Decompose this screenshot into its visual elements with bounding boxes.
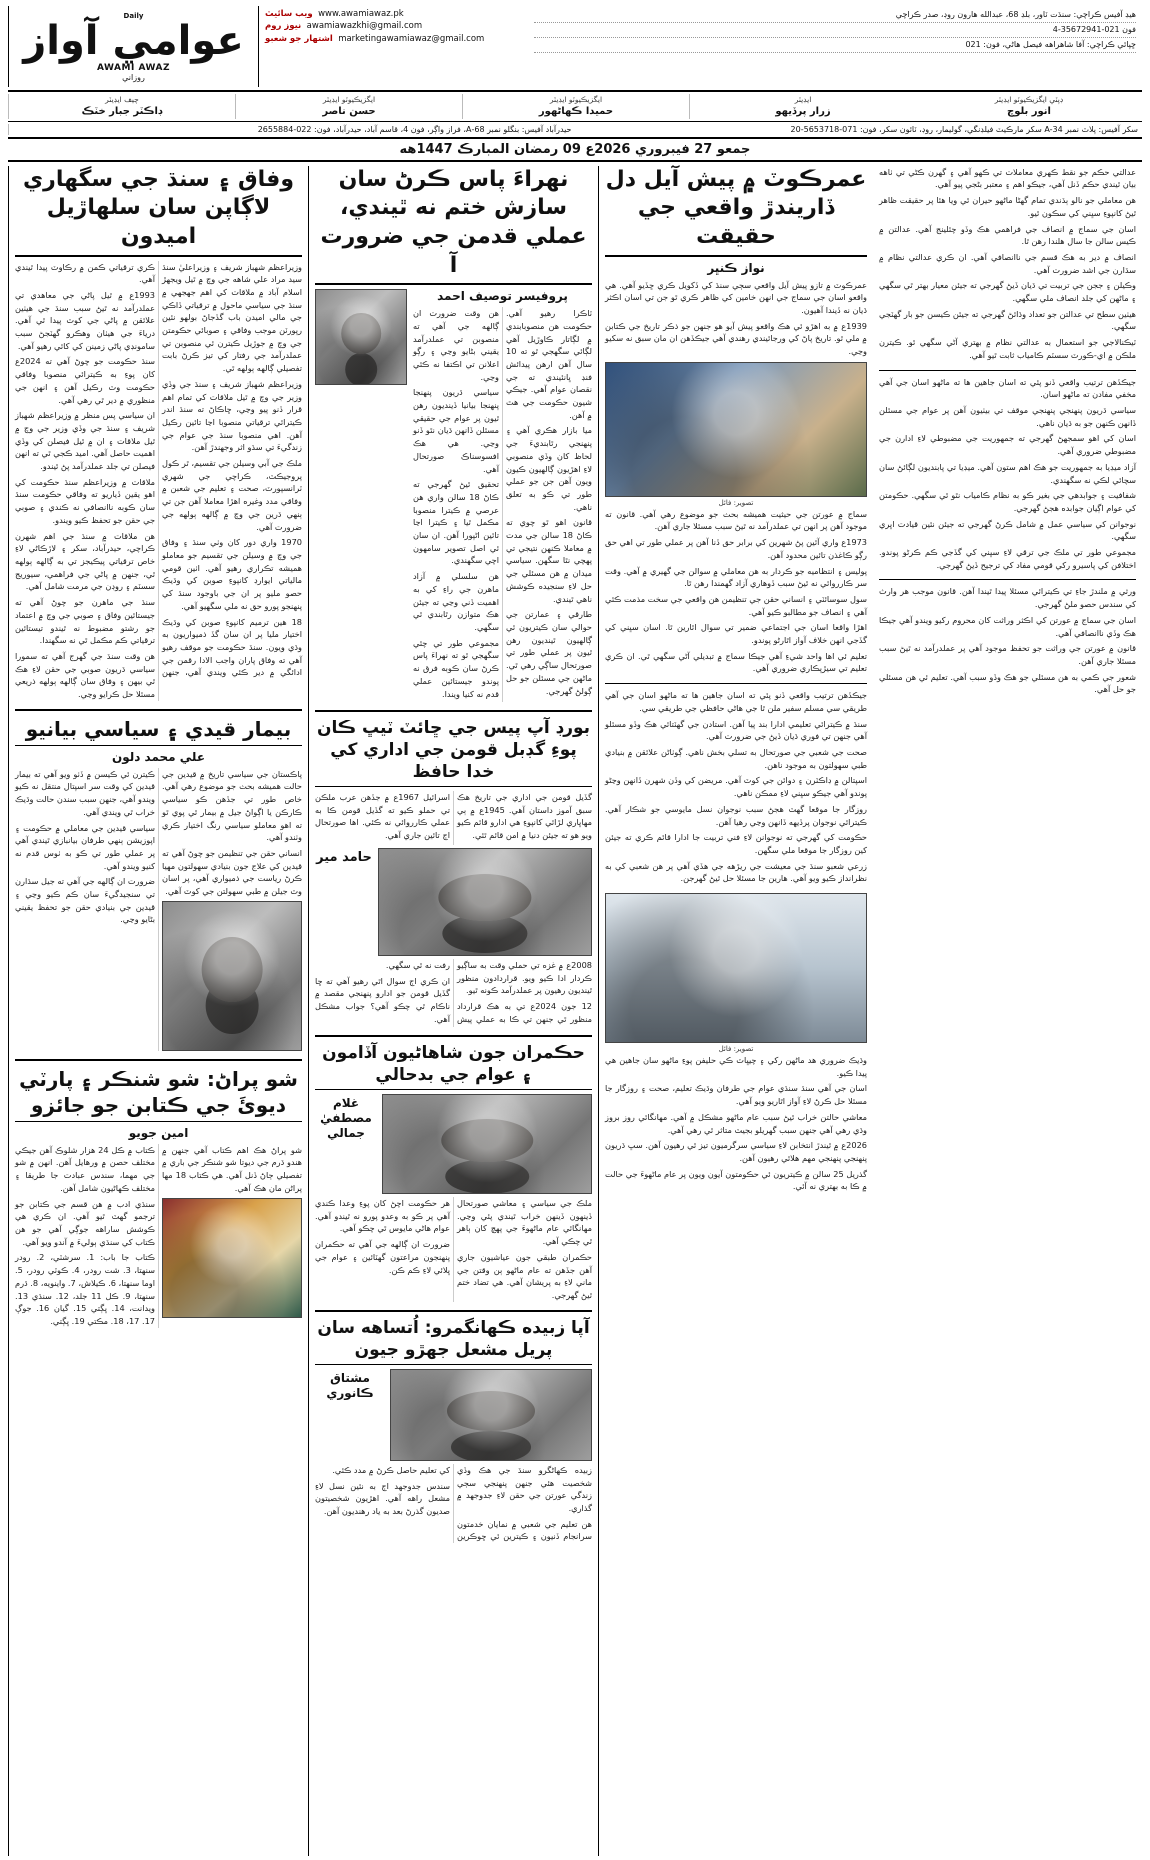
- article-col4-first: [879, 166, 1136, 362]
- article-body-continued: [315, 959, 592, 1027]
- office-hyderabad: حيدرآباد آفيس: بنگلو نمبر 68-A، فراز واڳر، فون 4، قاسم آباد، حيدرآباد، فون: 022-2655884: [8, 124, 576, 135]
- column-1: [8, 166, 308, 1856]
- paragraph: سياسي ڌريون پنهنجا پنهنجا بيانيا ڏينديون رهن ٿيون پر عوام جي حقيقي مسئلن ڏانهن ڌيان نٿو ڏنو وڃي. هي هڪ افسوسناڪ صورتحال آهي.: [413, 387, 499, 474]
- photo-caption: تصوير: فائل: [718, 1045, 754, 1054]
- subject-photo: [390, 1369, 592, 1461]
- logo-daily-label: Daily: [123, 11, 144, 20]
- staff-entry: [462, 94, 689, 119]
- paragraph: ضرورت ان ڳالهه جي آهي ته جيل سڌارن تي سنجيدگيءَ سان ڪم ڪيو وڃي ۽ قيدين جي بنيادي حقن جو تحفظ يقيني بڻايو وڃي.: [15, 876, 155, 925]
- paragraph: هن تعليم جي شعبي ۾ نمايان خدمتون سرانجام ڏنيون ۽ ڪيترين ئي ڇوڪرين کي تعليم حاصل ڪرڻ ۾ مدد ڪئي.: [332, 1464, 592, 1542]
- logo-title-urdu: عوامي آواز: [23, 17, 244, 64]
- paragraph: جيڪڏهن ترتيب واقعي ڏنو پئي ته اسان جاهين ها ته ماڻهو اسان جي آهي طريقي سي مسلم سفير ملن ٿا جي هاڻي حافظي جي طريقي سي.: [605, 690, 867, 713]
- article-body: [15, 1144, 302, 1328]
- article-headline: بورڊ آپ پيس جي ڇائٽ ٽيڀ ڪان پوءِ گڊبل قومن جي اداري کي خدا حافظ: [315, 717, 592, 787]
- paragraph: ان ڪري اڄ سوال اٿي رهيو آهي ته ڇا گڏيل قومن جو ادارو پنهنجي مقصد ۾ ناڪام ٿي چڪو آهي؟ جواب مشڪل آهي.: [315, 975, 450, 1024]
- paragraph: شعور جي ڪمي به هن مسئلي جو هڪ وڏو سبب آهي. تعليم ئي هن مسئلي جو حل آهي.: [879, 671, 1136, 695]
- article-body: [413, 307, 592, 702]
- paragraph: معاشي حالتن خراب ٿيڻ سبب عام ماڻهو مشڪل ۾ آهي. مهانگائي روز بروز وڌي رهي آهي جنهن سبب گهريلو بجيٽ متاثر ٿي رهي آهي.: [605, 1111, 867, 1135]
- article-body-continued: [605, 508, 867, 675]
- divider: [15, 709, 302, 711]
- paragraph: تحقيق ٿيڻ گهرجي ته ڪاڻ 18 سالن واري هن عرصي ۾ ڪيترا منصوبا مڪمل ٿيا ۽ ڪيترا اڃا تائين اڻپورا آهن. ان سان ئي اصل تصوير سامهون اچي سگهندي.: [413, 479, 500, 566]
- staff-name: ڊاڪٽر جبار خٽڪ: [81, 105, 163, 117]
- staff-role: ايگزيڪيوٽو ايڊيٽر: [549, 95, 603, 104]
- newsroom-email[interactable]: awamiawazkhi@gmail.com: [306, 21, 423, 32]
- staff-name: زرار پرڏيهو: [775, 105, 831, 117]
- divider: [315, 1035, 592, 1037]
- paragraph: ضرورت ان ڳالهه جي آهي ته حڪمران پنهنجون مراعتون گهٽائين ۽ عوام جي ڀلائي لاءِ ڪم ڪن.: [315, 1239, 450, 1275]
- author-headshot: [378, 848, 592, 956]
- article-body: [15, 261, 302, 701]
- staff-role: ڊپٽي ايگزيڪيوٽو ايڊيٽر: [994, 95, 1064, 104]
- article-col3-third: [605, 1054, 867, 1193]
- paragraph: ٽيڪنالاجي جو استعمال به عدالتي نظام ۾ بهتري آڻي سگهي ٿو. ڪيترن ملڪن ۾ اي-ڪورٽ سسٽم ڪامياب ثابت ٿيو آهي.: [879, 337, 1136, 360]
- paragraph: سنڌ جي ماهرن جو چوڻ آهي ته جيستائين وفاق ۽ صوبي جي وچ ۾ اعتماد جو رشتو مضبوط نه ٿيندو تيستائين ترقياتي ڪم مڪمل ٿي نه سگهندا.: [15, 597, 155, 646]
- date-line: جمعو 27 فيبروري 2026ع 09 رمضان المبارڪ 1447هه: [8, 139, 1142, 162]
- divider: [315, 1310, 592, 1312]
- paragraph: طارقي ۽ عمارتن جي حوالي سان ڪيتريون ئي ڳالهيون ٿينديون رهن ٿيون پر عملي طور تي صورتحال ساڳي رهي ٿي. ماڻهن جي مسئلن جو حل ڳولڻ گهرجي.: [506, 609, 592, 696]
- paragraph: زرعي شعبو سنڌ جي معيشت جي ريڙهه جي هڏي آهي پر هن شعبي کي به نظرانداز ڪيو ويو آهي. هارين جا مسئلا حل ٿيڻ گهرجن.: [605, 860, 867, 884]
- staff-name: حسن ناصر: [322, 105, 376, 117]
- staff-role: ايگزيڪيوٽو ايڊيٽر: [322, 95, 376, 104]
- ads-label: اشتهار جو شعبو: [265, 33, 333, 44]
- article-byline: نواز ڪنڀر: [707, 260, 765, 275]
- paragraph: ملڪ جي آبي وسيلن جي تقسيم، ٿر ڪول پروجيڪٽ، ڪراچي جي شهري ٽرانسپورٽ، صحت ۽ تعليم جي شعبن ۾ وفاقي مدد وغيره اهڙا معاملا آهن جن تي ٻنهي ڌرين جي وچ ۾ ڳالهه ٻولهه جي ضرورت آهي.: [162, 458, 302, 532]
- staff-entry: [235, 94, 462, 119]
- paragraph: وزيراعظم شهباز شريف ۽ سنڌ جي وڏي وزير جي وچ ۾ ٿيل ملاقات کي تمام اهم قرار ڏنو پيو وڃي، ڇاڪاڻ ته سنڌ اندر ڪيترائي ترقياتي منصوبا اڃا تائين رڪيل آهن. اهي منصوبا سنڌ جي عوام جي زندگيءَ تي سڌو اثر وجهندڙ آهن.: [162, 378, 302, 453]
- paragraph: 18 هين ترميم کانپوءِ صوبن کي وڌيڪ اختيار مليا پر ان سان گڏ ذميواريون به وڌي ويون. سنڌ حڪومت جو موقف رهيو آهي ته وفاق پاران واجب الادا رقمن جي ادائگي ۾ دير ڪئي ويندي آهي، جنهن ڪري ترقياتي ڪمن ۾ رڪاوٽ پيدا ٿيندي آهي.: [15, 261, 302, 678]
- article-photo: [162, 1198, 302, 1318]
- article-body: [605, 1054, 867, 1193]
- article-byline: پروفيسر توصيف احمد: [437, 289, 568, 304]
- divider: [605, 683, 867, 684]
- paragraph: ڪتاب جا باب: 1. سرشٽي، 2. رودر سنهتا، 3. شت رودر، 4. ڪوٽي رودر، 5. اوما سنهتا، 6. ڪيلاش، 7. واينويه، 8. ڌرم سنهتا، 9. ڪل 11 جلد، 12. سنڌي 13. ويدانت، 14. ڀڳتي 15. گيان 16. جوڳ 17. 17، 18. مڪتي 19. ڀڳتي.: [15, 1252, 156, 1326]
- website-label: ويب سائيٽ: [265, 9, 313, 19]
- article-united-nations: [315, 717, 592, 1027]
- office-bar: [8, 122, 1142, 139]
- ads-email[interactable]: marketingawamiawaz@gmail.com: [338, 33, 485, 44]
- paragraph: اسرائيل 1967ع ۾ جڏهن عرب ملڪن تي حملو ڪيو ته گڏيل قومن ڪا به عملي ڪارروائي نه ڪئي. اها صورتحال اڄ تائين جاري آهي.: [315, 792, 450, 841]
- staff-role: ايڊيٽر: [794, 95, 812, 104]
- article-lead-wafaq: [15, 166, 302, 701]
- masthead-misc: [528, 6, 1142, 87]
- author-photo-block: [315, 289, 407, 385]
- column-2: [308, 166, 598, 1856]
- article-zubeda-kahangro: [315, 1317, 592, 1543]
- paragraph: سياسي ڌريون پنهنجي پنهنجي موقف تي بيٺيون آهن پر عوام جي مسئلن ڏانهن ڪنهن جو به ڌيان ناهي.: [879, 405, 1136, 428]
- paragraph: ڪيترن ئي ڪيسن ۾ ڏٺو ويو آهي ته بيمار قيدين کي وقت سر اسپتال منتقل نه ڪيو ويندو آهي، جنهن سبب سندن حالت وڌيڪ خراب ٿي ويندي آهي.: [15, 768, 155, 817]
- website-value[interactable]: www.awamiawaz.pk: [318, 9, 404, 19]
- paragraph: اسان کي اهو سمجهڻ گهرجي ته جمهوريت جي مضبوطي لاءِ ادارن جي مضبوطي ضروري آهي.: [879, 433, 1136, 457]
- article-body: [879, 166, 1136, 362]
- masthead-misc-row: ڇپائي ڪراچي: آفا شاهراهه فيصل هاڻي، فون: 021: [534, 38, 1136, 53]
- paragraph: هن معاملي جو نالو ٻڌندي تمام گهڻا ماڻهو حيران ٿي ويا هئا پر حقيقت ظاهر ٿيڻ کانپوءِ سڀني کي سڪون ٿيو.: [879, 195, 1136, 218]
- paragraph: اسان جي آهي سنڌ سنڌي عوام جي طرفان وڌيڪ تعليم، صحت ۽ روزگار جا مسئلا حل ڪرڻ لاءِ آواز اٿاريو ويو آهي.: [605, 1083, 867, 1107]
- paragraph: 2008ع ۾ غزه تي حملي وقت به ساڳيو ڪردار ادا ڪيو ويو. قراردادون منظور ٿينديون رهيون پر عملدرآمد ڪونه ٿيو.: [457, 959, 592, 996]
- paragraph: مجموعي طور تي چئي سگهجي ٿو ته نهراءَ پاس ڪرڻ سان ڪوبه فرق نه پوندو جيستائين عملي قدم نه کنيا ويندا.: [413, 637, 499, 699]
- newsroom-label: نيوز روم: [265, 21, 302, 32]
- paragraph: پاڪستان جي سياسي تاريخ ۾ قيدين جي حالت هميشه بحث جو موضوع رهي آهي. خاص طور تي جڏهن ڪو سياسي ڪارڪن يا اڳواڻ جيل ۾ بيمار ٿي پوي ٿو ته اهو معاملو سياسي رنگ اختيار ڪري وٺندو آهي.: [162, 768, 302, 843]
- masthead-contact: [258, 6, 528, 87]
- logo-title-english: AWAMI AWAZ: [96, 62, 171, 73]
- article-col4-third: [879, 585, 1136, 696]
- paragraph: نوجوانن کي سياسي عمل ۾ شامل ڪرڻ گهرجي ته جيئن نئين قيادت اڀري سگهي.: [879, 518, 1136, 542]
- paragraph: حڪومت کي گهرجي ته نوجوانن لاءِ فني تربيت جا ادارا قائم ڪري ته جيئن کين روزگار جا موقعا ملي سگهن.: [605, 832, 867, 855]
- article-byline: غلام مصطفيٰ جمالي: [320, 1096, 372, 1141]
- paragraph: ملاقات ۾ وزيراعظم سنڌ حڪومت کي اهو يقين ڏياريو ته وفاقي حڪومت سنڌ سان ڪوبه ناانصافي نه ڪندي ۽ صوبي جي حقن جو تحفظ ڪيو ويندو.: [15, 476, 155, 525]
- article-bimar-qaidi: [15, 716, 302, 1051]
- divider: [315, 710, 592, 712]
- column-4: [873, 166, 1142, 1856]
- article-body: [605, 279, 867, 358]
- paragraph: اهڙا واقعا اسان جي اجتماعي ضمير تي سوال اٿارين ٿا. اسان سڀني کي گڏجي انهن خلاف آواز اٿارڻو پوندو.: [605, 622, 867, 646]
- column-3: [598, 166, 873, 1856]
- logo-rozana-label: روزاني: [122, 72, 145, 82]
- article-body: [15, 768, 302, 1051]
- article-hukmaran: [315, 1042, 592, 1302]
- article-byline: امين جويو: [128, 1125, 189, 1140]
- article-headline: آپا زبيده ڪهانگمرو: اُتساهه سان پريل مشعل جهڙو جيون: [315, 1317, 592, 1365]
- paragraph: شفافيت ۽ جوابدهي جي بغير ڪو به نظام ڪامياب نٿو ٿي سگهي. حڪومتن کي عوام اڳيان جوابده هجڻ گهرجي.: [879, 490, 1136, 513]
- paragraph: پوليس ۽ انتظاميه جو ڪردار به هن معاملي ۾ سوالن جي گهيري ۾ آهي. وقت سر ڪارروائي نه ٿيڻ سبب ڏوهاري آزاد گهمندا رهن ٿا.: [605, 565, 867, 589]
- article-byline: علي محمد دلون: [111, 749, 206, 764]
- divider: [15, 1059, 302, 1061]
- paragraph: هن سلسلي ۾ آزاد ماهرن جي راءِ کي به اهميت ڏني وڃي ته جيئن هڪ متوازن رٿابندي ٿي سگهي.: [413, 571, 499, 632]
- paragraph: اسان جي سماج ۾ انصاف جي فراهمي هڪ وڏو چئلينج آهي. عدالتن ۾ ڪيس سالن جا سال هلندا رهن ٿا.: [879, 223, 1136, 247]
- staff-bar: [8, 92, 1142, 122]
- article-headline: بيمار قيدي ۽ سياسي بيانيو: [15, 716, 302, 746]
- paragraph: وڌيڪ ضروري هد ماڻهن رکي ۽ چيڀاٽ ڪي حليفن پوءِ ماڻهو سان جاهين هي پيدا ڪيو.: [605, 1055, 867, 1078]
- article-photo: [162, 901, 302, 1051]
- staff-name: حميدا ڪهاڻهور: [538, 105, 614, 117]
- paragraph: هر حڪومت اچڻ کان پوءِ وعدا ڪندي آهي پر ڪو به وعدو پورو نه ٿيندو آهي. عوام هاڻي مايوس ٿي چڪو آهي.: [315, 1198, 450, 1234]
- paragraph: ان سياسي پس منظر ۾ وزيراعظم شهباز شريف ۽ سنڌ جي وڏي وزير جي وچ ۾ ٿيل ملاقات ۽ ان ۾ ٿيل فيصلن کي وڏي اهميت حاصل آهي. اميد ڪجي ٿي ته انهن فيصلن تي جلد عملدرآمد پڻ ٿيندو.: [15, 410, 155, 472]
- masthead-misc-row: هيڊ آفيس ڪراچي: سنڌت ٽاور، بلڊ 68، عبدالله هارون روڊ، صدر ڪراچي: [534, 8, 1136, 23]
- divider: [879, 370, 1136, 371]
- paragraph: روزگار جا موقعا گهٽ هجڻ سبب نوجوان نسل مايوسي جو شڪار آهي. ڪيترائي نوجوان پرڏيهه ڏانهن وڃي رهيا آهن.: [605, 803, 867, 827]
- paragraph: سنڌ ۾ ڪيترائي تعليمي ادارا بند پيا آهن. استادن جي گهٽتائي هڪ وڏو مسئلو آهي جنهن تي فوري ڌيان ڏيڻ جي ضرورت آهي.: [605, 718, 867, 742]
- article-byline: حامد مير: [316, 849, 372, 865]
- article-col4-second: [879, 376, 1136, 572]
- article-umerkot: [605, 166, 867, 675]
- paragraph: هن وقت ضرورت ان ڳالهه جي آهي ته منصوبن تي عملدرآمد يقيني بڻايو وڃي ۽ رڳو اعلانن تي اڪتفا نه ڪئي وڃي.: [413, 308, 499, 382]
- article-photo-jet: [605, 893, 867, 1043]
- article-headline: وفاق ۽ سنڌ جي سگهاري لاڳاپن سان سلهاڙيل اميدون: [15, 166, 302, 257]
- author-headshot: [382, 1094, 592, 1194]
- paragraph: گذريل 25 سالن ۾ ڪيتريون ئي حڪومتون آيون ويون پر عام ماڻهوءَ جي حالت ۾ ڪا به بهتري نه آئي.: [605, 1168, 867, 1192]
- paragraph: ڪتاب ۾ ڪل 24 هزار شلوڪ آهن جيڪي مختلف حصن ۾ ورهايل آهن. انهن ۾ شو جي مهما، سندس عبادت جا طريقا ۽ مختلف ڪهاڻيون شامل آهن.: [15, 1144, 155, 1193]
- paragraph: عمرڪوٽ ۾ تازو پيش آيل واقعي سڄي سنڌ کي ڏکويل ڪري ڇڏيو آهي. هي واقعو اسان جي سماج جي انهن خامين کي ظاهر ڪري ٿو جن تي اسان اڪثر ڌيان نه ڏيندا آهيون.: [605, 279, 867, 315]
- paragraph: مجموعي طور تي ملڪ جي ترقي لاءِ سڀني کي گڏجي ڪم ڪرڻو پوندو. اختلافن کي پاسيرو رکي قومي مفاد کي ترجيح ڏيڻ گهرجي.: [879, 547, 1136, 570]
- paragraph: انساني حقن جي تنظيمن جو چوڻ آهي ته قيدين کي علاج جون بنيادي سهولتون مهيا ڪرڻ رياست جي ذميواري آهي، پر اسان وٽ جيلن ۾ طبي سهولتن جي کوٽ آهي.: [162, 847, 302, 897]
- paragraph: ملڪ جي سياسي ۽ معاشي صورتحال ڏينهون ڏينهن خراب ٿيندي پئي وڃي. مهانگائي عام ماڻهوءَ جي پهچ کان ٻاهر ٿي چڪي آهي.: [457, 1198, 592, 1247]
- paragraph: 1939ع ۾ به اهڙو ئي هڪ واقعو پيش آيو هو جنهن جو ذڪر تاريخ جي ڪتابن ۾ ملي ٿو. تاريخ پاڻ کي ورجائيندي رهندي آهي جيڪڏهن ان مان سبق نه سکيو وڃي.: [605, 320, 867, 357]
- article-shiv-puran: [15, 1066, 302, 1328]
- article-body: [879, 585, 1136, 696]
- paragraph: زبيده ڪهاڻگرو سنڌ جي هڪ وڏي شخصيت هئي جنهن پنهنجي سڄي زندگي عورتن جي حقن لاءِ جدوجهد ۾ گذاري.: [457, 1464, 592, 1513]
- paragraph: سنڌ حڪومت جو چوڻ آهي ته 2024ع کان پوءِ به ڪيترائي منصوبا وفاقي حڪومت وٽ رڪيل آهن ۽ انهن جي منظوري ۾ دير ٿي رهي آهي.: [15, 356, 155, 405]
- paragraph: قانون ۾ عورتن جي وراثت جو تحفظ موجود آهي پر عملدرآمد نه ٿيڻ سبب مسئلا جاري آهن.: [879, 643, 1136, 666]
- paragraph: سندس جدوجهد اڄ به نئين نسل لاءِ مشعل راهه آهي. اهڙيون شخصيتون صديون گذرڻ بعد به ياد رهنديون آهن.: [315, 1480, 450, 1516]
- masthead: [8, 6, 1142, 92]
- staff-role: چيف ايڊيٽر: [105, 95, 139, 104]
- article-byline: مشتاق ڪانوري: [326, 1370, 374, 1400]
- article-body: [605, 689, 867, 885]
- staff-entry: [689, 94, 916, 119]
- staff-entry: [916, 94, 1142, 119]
- article-body: [315, 1464, 592, 1543]
- paragraph: اسان جي سماج ۾ عورتن کي اڪثر وراثت کان محروم رکيو ويندو آهي جيڪا هڪ وڏي ناانصافي آهي.: [879, 614, 1136, 638]
- paragraph: وڪيلن ۽ ججن جي تربيت تي ڌيان ڏيڻ گهرجي ته جيئن معيار بهتر ٿي سگهي ۽ ماڻهن کي جلد انصاف ملي سگهي.: [879, 280, 1136, 304]
- paragraph: سول سوسائٽي ۽ انساني حقن جي تنظيمن هن واقعي جي سخت مذمت ڪئي آهي ۽ انصاف جو مطالبو ڪيو آهي.: [605, 593, 867, 617]
- article-body: [315, 1197, 592, 1302]
- paragraph: عدالتي حڪم جو نقط ڪهري معاملات تي ڪهو آهي ۽ گهرن ڪڻي تي ٺاهه بيان ٿيندي حڪم ڏنل آهي، جيڪو اهم ۽ معتبر بڻجي پيو آهي.: [879, 166, 1136, 190]
- article-headline: عمرڪوٽ ۾ پيش آيل دل ڏاريندڙ واقعي جي حقيقت: [605, 166, 867, 257]
- paragraph: سياسي قيدين جي معاملي ۾ حڪومت ۽ اپوزيشن ٻنهي طرفان بيانبازي ٿيندي آهي پر عملي طور تي ڪو به ٺوس قدم نه کنيو ويندو آهي.: [15, 822, 155, 871]
- paragraph: جيڪڏهن ترتيب واقعي ڏنو پئي ته اسان جاهين ها ته ماڻهو اسان جي آهي مخفي مفادن ته ماڻهو اسان.: [879, 376, 1136, 400]
- paragraph: ٽاڪرا رهيو آهي. حڪومت هن منصوبابندي ۾ لڳاتار ڪاوڙيل آهي لڳائي سگهجي ٿو ته 10 سال آهن ارهن پيدائش فنڊ ڀانئيندي ته جي نقصان عوام آهي. جيڪي شيون حڪومت جي هٿ ۾ آهن.: [506, 308, 592, 420]
- paragraph: سماج ۾ عورتن جي حيثيت هميشه بحث جو موضوع رهي آهي. قانون ته موجود آهن پر انهن تي عملدرآمد نه ٿيڻ سبب مسئلا جاري آهن.: [605, 508, 867, 532]
- office-sukkur: سکر آفيس: پلاٽ نمبر A-34 سکر مارڪيٽ فيلڊنگي، گوليمار، روڊ، ٽائون سکر، فون: 071-5653718-20: [790, 124, 1138, 134]
- article-headline: حڪمران جون شاهاڻيون آڏامون ۽ عوام جي بدحالي: [315, 1042, 592, 1090]
- article-headline: شو پراڻ: شو شنڪر ۽ پارٽي ديوئَ جي ڪتابن جو جائزو: [15, 1066, 302, 1122]
- newspaper-logo: [8, 6, 258, 87]
- paragraph: تعليم ئي اها واحد شيءِ آهي جيڪا سماج ۾ تبديلي آڻي سگهي ٿي. ان ڪري تعليم تي سيڙپڪاري ضروري آهي.: [605, 650, 867, 674]
- article-body: [315, 791, 592, 845]
- photo-caption: تصوير: فائل: [718, 498, 754, 507]
- article-photo: [605, 362, 867, 497]
- paragraph: گڏيل قومن جي اداري جي تاريخ هڪ سبق آموز داستان آهي. 1945ع ۾ ٻي مهاڀاري لڙائي کانپوءِ هي ادارو قائم ڪيو ويو هو ته جيئن دنيا ۾ امن قائم ٿئي.: [457, 792, 592, 841]
- article-body: [879, 376, 1136, 572]
- staff-entry: [8, 94, 235, 119]
- paragraph: حڪمران طبقي جون عياشيون جاري آهن جڏهن ته عام ماڻهو ٻن وقتن جي ماني لاءِ به پريشان آهي. هي تضاد ختم ٿيڻ گهرجي.: [457, 1251, 592, 1300]
- paragraph: آزاد ميڊيا به جمهوريت جو هڪ اهم ستون آهي. ميڊيا تي پابنديون لڳائڻ سان سچائي لڪي نه سگهندي.: [879, 461, 1136, 485]
- article-col3-second: [605, 689, 867, 885]
- paragraph: هن وقت سنڌ جي گهرج آهي ته سمورا سياسي ڌريون صوبي جي حقن لاءِ هڪ ٿي بيهن ۽ وفاق سان ڳالهه ٻولهه ذريعي مسئلا حل ڪرايو وڃي.: [15, 650, 155, 700]
- paragraph: هيٺين سطح تي عدالتن جو تعداد وڌائڻ گهرجي ته جيئن ڪيسن جو بار گهٽجي سگهي.: [879, 308, 1136, 332]
- paragraph: 1970 واري دور کان وٺي سنڌ ۽ وفاق جي وچ ۾ وسيلن جي تقسيم جو معاملو هميشه تڪراري رهيو آهي. اٺين قومي مالياتي ايوارڊ کانپوءِ صوبن کي وڌيڪ حصو مليو پر ان جي باوجود سنڌ کي پنهنجو پورو حق نه ملي سگهيو آهي.: [162, 537, 302, 611]
- paragraph: هن ملاقات ۾ سنڌ جي اهم شهرن ڪراچي، حيدرآباد، سکر ۽ لاڙڪاڻي لاءِ خاص ترقياتي پيڪيجز تي به ڳالهه ٻولهه ٿي، جنهن ۾ پاڻي جي فراهمي، سيوريج سسٽم ۽ روڊن جي مرمت شامل آهي.: [15, 530, 155, 592]
- paragraph: 2026ع ۾ ٿيندڙ انتخابن لاءِ سياسي سرگرميون تيز ٿي رهيون آهن. سڀ ڌريون پنهنجي پنهنجي مهم هلائي رهيون آهن.: [605, 1140, 867, 1163]
- paragraph: اسپتالن ۾ ڊاڪٽرن ۽ دوائن جي کوٽ آهي. مريضن کي وڏن شهرن ڏانهن وڃڻو پوندو آهي جيڪو سڀني لاءِ ممڪن ناهي.: [605, 775, 867, 799]
- page-content: [8, 166, 1142, 1856]
- paragraph: ورثي ۾ ملندڙ جاءِ تي ڪيترائي مسئلا پيدا ٿيندا آهن. قانون موجب هر وارث کي سندس حصو ملڻ گهرجي.: [879, 586, 1136, 610]
- article-headline: نهراءَ پاس ڪرڻ سان سازش ختم نه ٿيندي، عملي قدمن جي ضرورت آ: [315, 166, 592, 285]
- paragraph: سنڌي ادب ۾ هن قسم جي ڪتابن جو ترجمو گهٽ ٿيو آهي. ان ڪري هي ڪوشش ساراهه جوڳي آهي جو هن ڪتاب کي سنڌي ٻوليءَ ۾ آندو ويو آهي.: [15, 1198, 155, 1247]
- paragraph: شو پراڻ هڪ اهم ڪتاب آهي جنهن ۾ هندو ڌرم جي ديوتا شو شنڪر جي باري ۾ تفصيلي ڄاڻ ڏنل آهي. هي ڪتاب 18 مها پراڻن مان هڪ آهي.: [162, 1144, 302, 1193]
- paragraph: ميا بازار هڪري آهي ۽ پنهنجي رٿابنديءَ جي لحاظ کان وڏي منصوبي لاءِ اهڙيون ڳالهيون ڪيون ويون آهن جن جو عملي طور تي ڪو به تعلق ناهي.: [506, 425, 592, 512]
- paragraph: انصاف ۾ دير به هڪ قسم جي ناانصافي آهي. ان ڪري عدالتي نظام ۾ سڌارن جي اشد ضرورت آهي.: [879, 251, 1136, 275]
- paragraph: 1973ع واري آئين پڻ شهرين کي برابر حق ڏنا آهن پر عملي طور تي اهي حق رڳو ڪاغذن تائين محدود آهن.: [605, 537, 867, 560]
- paragraph: 1993ع ۾ ٿيل پاڻي جي معاهدي تي عملدرآمد نه ٿيڻ سبب سنڌ جي هيٺين علائقن ۾ پاڻي جي کوٽ پيدا ٿي آهي. درياءَ جي هيٺان وهڪرو گهٽجڻ سبب سامونڊي پاڻي زمينن کي کائي رهيو آهي.: [15, 289, 155, 351]
- paragraph: 12 جون 2024ع تي به هڪ قرارداد منظور ٿي جنهن تي ڪا به عملي پيش رفت نه ٿي سگهي.: [385, 959, 592, 1024]
- author-headshot: [315, 289, 407, 385]
- paragraph: وزيراعظم شهباز شريف ۽ وزيراعليٰ سنڌ سيد مراد علي شاهه جي وچ ۾ ٿيل ويجهڙ اسلام آباد ۾ ملاقات کي اهم جهجهي ۾ سنڌ جي سياسي ماحول ۾ ترقياتي ڏاڪي جي مالي اميدن باب گڏجاڻ بولهو نئين رپورٽن موجب وفاقي ۽ صوبائي حڪومتن جي وچ ۾ جوڙيل ڪيترن ئي منصوبن تي عملدرآمد جي رفتار کي تيز ڪرڻ بابت تفصيلي ڳالهه ٻولهه ٿي.: [162, 261, 302, 374]
- paragraph: قانون اهو ٿو چوي ته ڪاڻ 18 سالن جي مدت ۾ معاملا ڪنهن نتيجي تي پهچي نٿا سگهن. سياسي ميدان ۾ هن مسئلي جي حل لاءِ سنجيده ڪوشش ناهي ٿيندي.: [506, 517, 592, 604]
- divider: [879, 579, 1136, 580]
- article-nehra-pass: [315, 166, 592, 702]
- masthead-misc-row: فون 021-35672941-4: [534, 23, 1136, 38]
- staff-name: انور بلوچ: [1006, 105, 1051, 117]
- paragraph: صحت جي شعبي جي صورتحال به تسلي بخش ناهي. ڳوٺاڻن علائقن ۾ بنيادي طبي سهولتون به موجود ناهن.: [605, 747, 867, 770]
